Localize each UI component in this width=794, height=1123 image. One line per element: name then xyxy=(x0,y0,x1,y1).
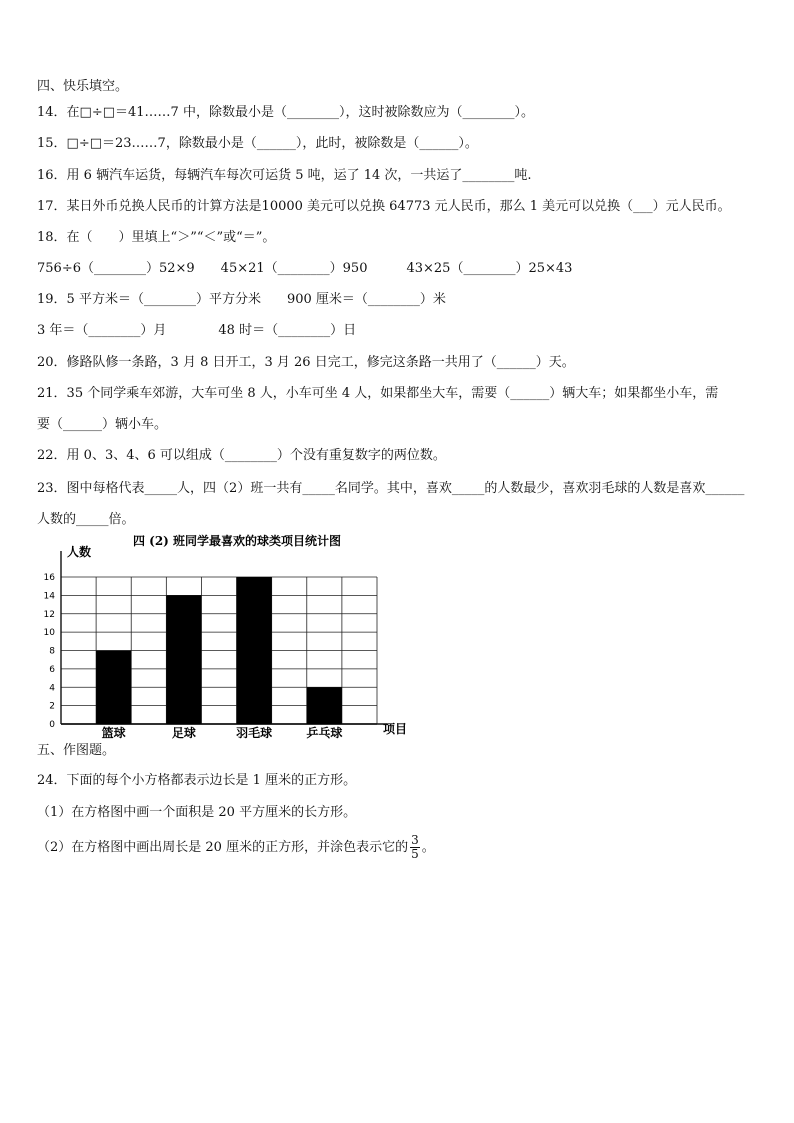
y-tick-label: 16 xyxy=(43,573,55,583)
question-14: 14．在□÷□＝41……7 中，除数最小是（________），这时被除数应为（________）。 xyxy=(37,105,534,120)
bar-羽毛球 xyxy=(237,577,272,724)
question-19: 19．5 平方米＝（________）平方分米 900 厘米＝（________）米 xyxy=(37,292,446,307)
question-24: 24．下面的每个小方格都表示边长是 1 厘米的正方形。 xyxy=(37,773,357,788)
question-24-1: （1）在方格图中画一个面积是 20 平方厘米的长方形。 xyxy=(37,805,357,820)
x-tick-label: 篮球 xyxy=(101,726,126,740)
question-19-b: 3 年＝（________）月 48 时＝（________）日 xyxy=(37,323,357,338)
y-tick-label: 14 xyxy=(43,591,55,602)
chart-x-axis-label: 项目 xyxy=(383,722,407,736)
y-tick-label: 2 xyxy=(49,701,55,712)
y-tick-label: 10 xyxy=(43,628,55,639)
question-24-2-end: 。 xyxy=(421,840,435,855)
question-22: 22．用 0、3、4、6 可以组成（________）个没有重复数字的两位数。 xyxy=(37,448,446,463)
question-18-items: 756÷6（________）52×9 45×21（________）950 43×25（________）25×43 xyxy=(37,261,573,276)
bar-足球 xyxy=(166,595,201,724)
question-17: 17．某日外币兑换人民币的计算方法是10000 美元可以兑换 64773 元人民币，那么 1 美元可以兑换（___）元人民币。 xyxy=(37,199,731,214)
question-21: 21．35 个同学乘车郊游，大车可坐 8 人，小车可坐 4 人，如果都坐大车，需要（______）辆大车；如果都坐小车，需 xyxy=(37,386,719,401)
y-tick-label: 12 xyxy=(43,609,55,620)
y-tick-label: 8 xyxy=(49,646,55,657)
fraction-numerator: 3 xyxy=(411,833,419,847)
y-tick-label: 6 xyxy=(49,664,55,675)
fraction xyxy=(410,834,420,861)
question-20: 20．修路队修一条路，3 月 8 日开工，3 月 26 日完工，修完这条路一共用了（______）天。 xyxy=(37,355,575,370)
bar-chart-svg xyxy=(37,531,407,743)
bar-chart xyxy=(37,531,407,743)
question-23-b: 人数的_____倍。 xyxy=(37,512,135,527)
y-tick-label: 0 xyxy=(49,720,55,730)
chart-y-axis-label: 人数 xyxy=(67,545,92,559)
y-tick-label: 4 xyxy=(49,683,55,694)
fraction-denominator: 5 xyxy=(411,847,419,861)
question-24-2-text: （2）在方格图中画出周长是 20 厘米的正方形，并涂色表示它的 xyxy=(37,840,409,855)
question-18: 18．在（ ）里填上“＞”“＜”或“＝”。 xyxy=(37,230,276,245)
bar-篮球 xyxy=(96,651,131,725)
question-16: 16．用 6 辆汽车运货，每辆汽车每次可运货 5 吨，运了 14 次，一共运了________吨. xyxy=(37,168,532,183)
chart-title: 四 (2) 班同学最喜欢的球类项目统计图 xyxy=(132,534,342,548)
question-21-b: 要（______）辆小车。 xyxy=(37,417,168,432)
x-tick-label: 乒乓球 xyxy=(306,726,343,740)
x-tick-label: 羽毛球 xyxy=(236,726,273,740)
question-23: 23．图中每格代表_____人，四（2）班一共有_____名同学。其中，喜欢_____的人数最少，喜欢羽毛球的人数是喜欢______ xyxy=(37,481,745,496)
section4-title: 四、快乐填空。 xyxy=(37,79,129,94)
question-24-2 xyxy=(37,834,435,862)
x-tick-label: 足球 xyxy=(171,726,196,740)
section5-title: 五、作图题。 xyxy=(37,743,116,758)
question-15: 15．□÷□＝23……7，除数最小是（______），此时，被除数是（______）。 xyxy=(37,136,478,151)
bar-乒乓球 xyxy=(307,687,342,724)
